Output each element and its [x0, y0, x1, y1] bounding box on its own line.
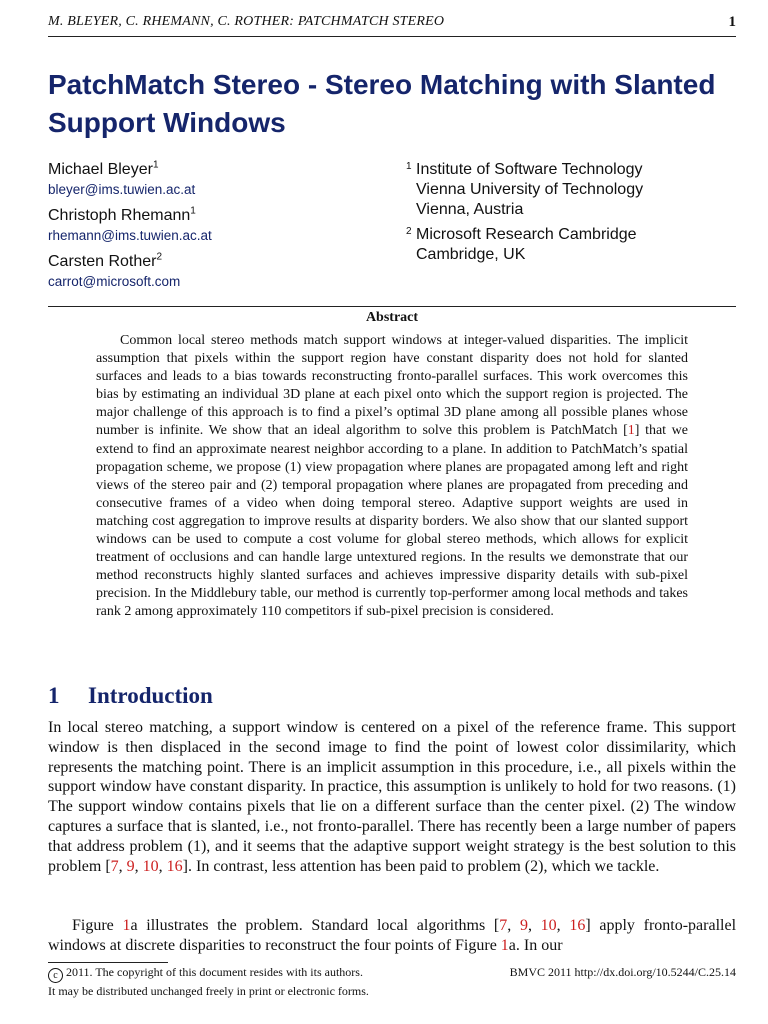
affiliation-line: Vienna University of Technology	[416, 181, 644, 198]
affiliation-list	[406, 160, 736, 265]
affiliation-mark: 1	[190, 205, 196, 217]
affiliation-line: Vienna, Austria	[416, 201, 524, 218]
affiliation-mark: 2	[156, 251, 163, 263]
page-number: 1	[728, 14, 736, 30]
citation-link[interactable]: 16	[569, 917, 586, 934]
figure-link[interactable]: 1	[500, 936, 509, 954]
section-number: 1	[48, 683, 60, 708]
paper-page	[48, 0, 736, 1024]
author-email[interactable]: bleyer@ims.tuwien.ac.at	[48, 182, 196, 197]
license-line: It may be distributed unchanged freely in print or electronic forms.	[48, 984, 369, 998]
body-paragraph: In local stereo matching, a support window is centered on a pixel of the reference frame. This support window is then displaced in the second image to find the point of lowest color dissimilarity, which represents the matching point. There is an implicit assumption in this procedure, i.e., all pixels within the support window have constant disparity. In practice, this assumption is unlikely to hold for two reasons. (1) The support window contains pixels that lie on a different surface than the center pixel. (2) The window captures a surface that is slanted, i.e., not fronto-parallel. There has recently been a large number of papers that address problem (1), and it seems that the adaptive support weight strategy is the best solution to this problem [7, 9, 10, 16]. In contrast, less attention has been paid to problem (2), which we tackle.	[48, 719, 736, 875]
paper-title: PatchMatch Stereo - Stereo Matching with Slanted Support Windows	[48, 69, 716, 138]
figure-link[interactable]: 1	[122, 917, 131, 934]
citation-link[interactable]: 9	[519, 917, 528, 934]
affiliation-line: Cambridge, UK	[416, 246, 526, 263]
citation-link[interactable]: 10	[540, 917, 557, 934]
author-name: Michael Bleyer$^1$	[48, 159, 159, 178]
author-email[interactable]: rhemann@ims.tuwien.ac.at	[48, 228, 212, 243]
abstract-heading: Abstract	[365, 310, 419, 325]
doi-link[interactable]: BMVC 2011 http://dx.doi.org/10.5244/C.25.14	[509, 965, 736, 979]
citation-link[interactable]: 16	[166, 857, 183, 875]
affiliation-number: 1	[406, 161, 412, 172]
footnote-rule	[48, 962, 168, 963]
affiliation	[406, 225, 736, 265]
author-list	[48, 160, 388, 298]
affiliation-mark: 1	[152, 159, 159, 171]
citation-link[interactable]: 9	[126, 857, 135, 875]
copyright-icon: c	[48, 968, 63, 983]
running-authors: M. BLEYER, C. RHEMANN, C. ROTHER: PATCHMATCH STEREO	[48, 14, 445, 29]
abstract-top-rule	[48, 306, 736, 307]
page-footer	[48, 964, 736, 1000]
citation-link[interactable]: 10	[142, 857, 159, 875]
section-title: Introduction	[88, 683, 213, 708]
citation-link[interactable]: 7	[110, 857, 119, 875]
author-name: Christoph Rhemann$^1$	[48, 205, 196, 224]
body-paragraph: Figure 1a illustrates the problem. Standard local algorithms [7, 9, 10, 16] apply fronto-parallel windows at discrete disparities to reconstruct the four points of Figure 1a. In our	[48, 917, 737, 954]
affiliation-line: Institute of Software Technology	[416, 161, 643, 178]
section-heading	[48, 683, 213, 709]
citation-link[interactable]: 7	[499, 917, 508, 934]
affiliation-line: Microsoft Research Cambridge	[416, 226, 637, 243]
affiliation	[406, 160, 736, 220]
affiliation-number: 2	[406, 226, 412, 237]
copyright-line: c 2011. The copyright of this document resides with its authors.	[48, 964, 736, 983]
author-name: Carsten Rother$^2$	[48, 251, 163, 270]
abstract-text: Common local stereo methods match support windows at integer-valued disparities. The implicit assumption that pixels within the support region have constant disparity does not hold for slanted surfaces and leads to a bias towards reconstructing fronto-parallel surfaces. This work overcomes this bias by estimating an individual 3D plane at each pixel onto which the support region is projected. The major challenge of this approach is to find a pixel’s optimal 3D plane among all possible planes whose number is infinite. We show that an ideal algorithm to solve this problem is PatchMatch [1] that we extend to find an approximate nearest neighbor according to a plane. In addition to PatchMatch’s spatial propagation scheme, we propose (1) view propagation where planes are propagated among left and right views of the stereo pair and (2) temporal propagation where planes are propagated from preceding and consecutive frames of a video when doing temporal stereo. Adaptive support weights are used in matching cost aggregation to improve results at disparity borders. We also show that our slanted support windows can be used to compute a cost volume for global stereo methods, which allows for explicit treatment of occlusions and can handle large untextured regions. In the results we demonstrate that our method reconstructs highly slanted surfaces and achieves impressive disparity details with sub-pixel precision. In the Middlebury table, our method is currently top-performer among local methods and takes rank 2 among approximately 110 competitors if sub-pixel precision is considered.	[96, 333, 688, 620]
citation-link[interactable]: 1	[627, 423, 635, 439]
author-email[interactable]: carrot@microsoft.com	[48, 274, 181, 289]
running-header	[48, 14, 736, 37]
